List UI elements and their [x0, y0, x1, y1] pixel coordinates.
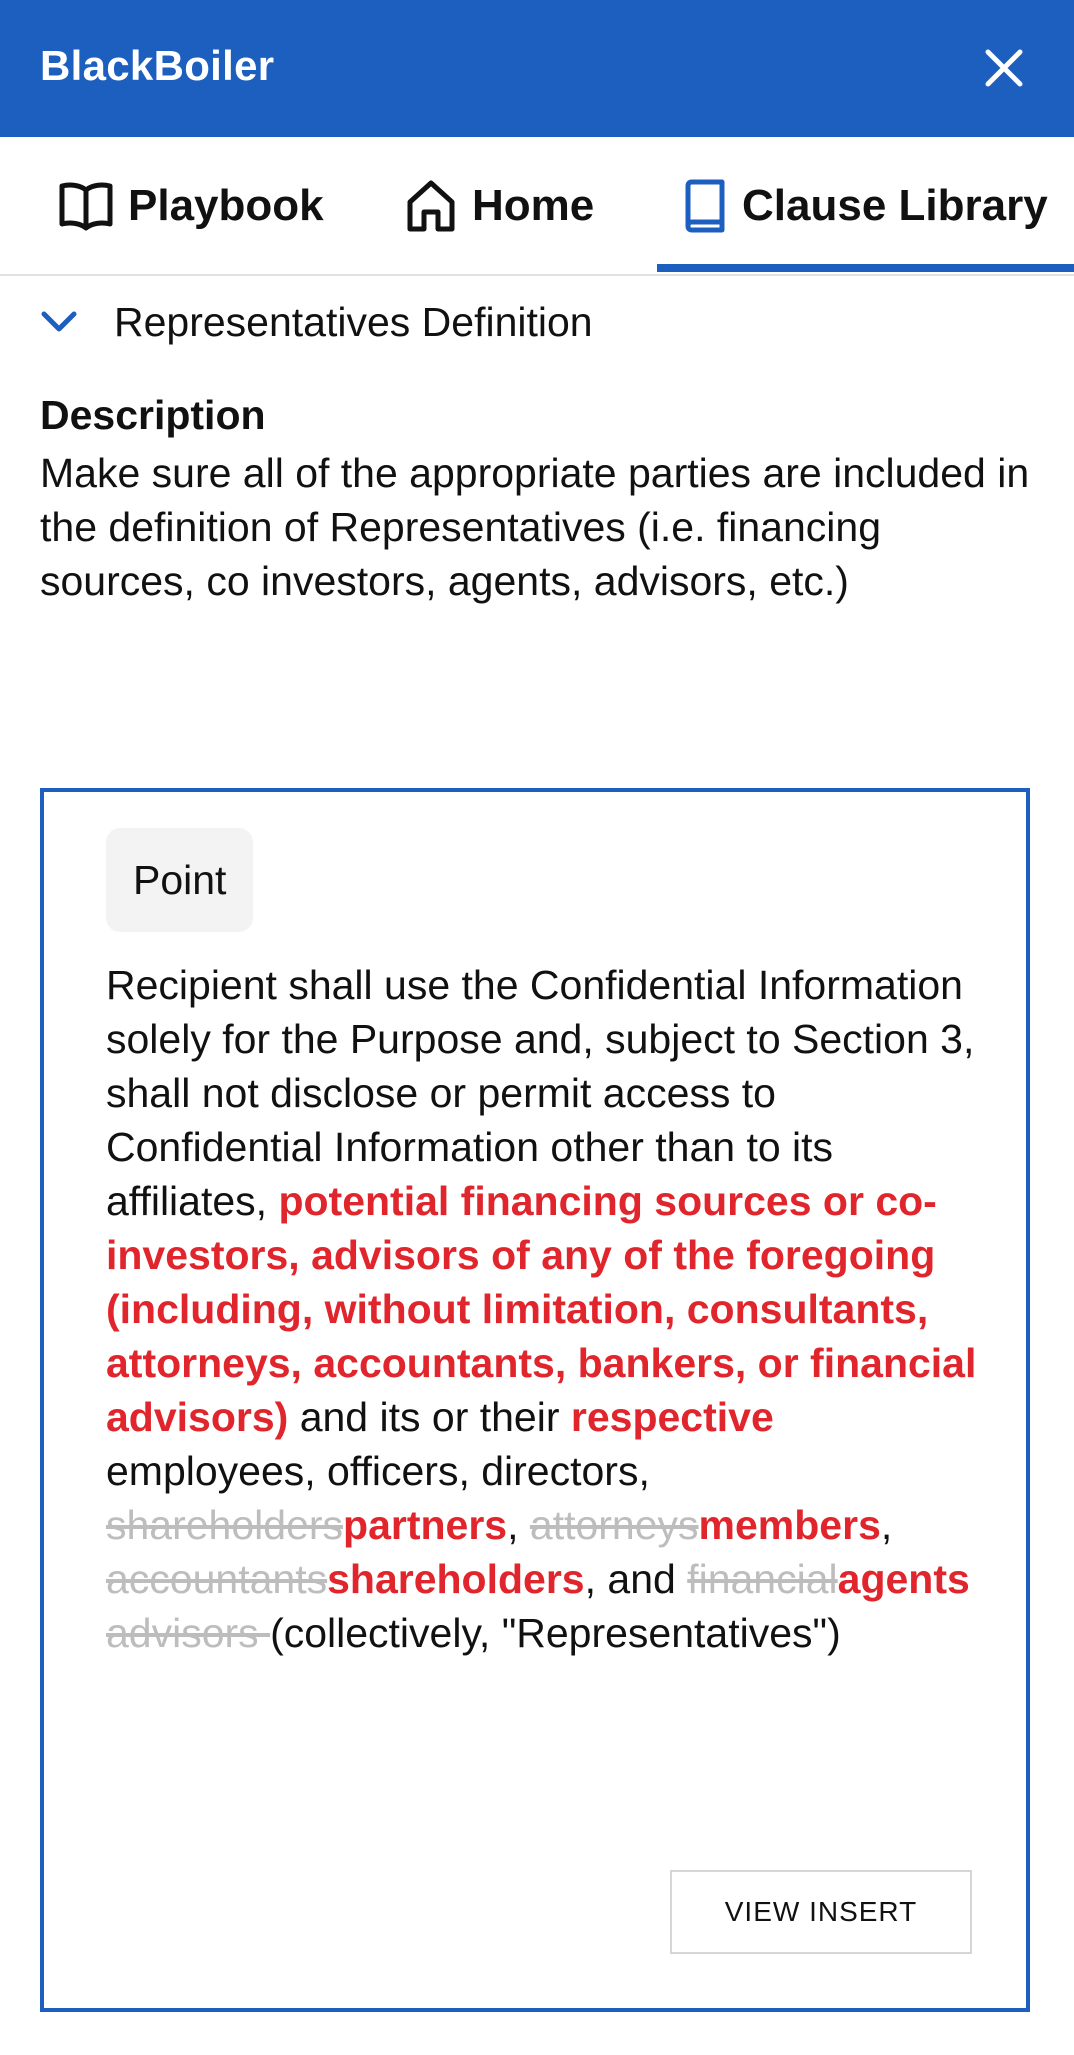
- clause-deletion: advisors: [106, 1610, 271, 1656]
- chevron-down-icon: [40, 310, 78, 334]
- tab-home[interactable]: [404, 137, 594, 274]
- view-insert-button[interactable]: VIEW INSERT: [670, 1870, 972, 1954]
- book-icon: [680, 178, 728, 234]
- app-title: BlackBoiler: [40, 42, 275, 89]
- tab-playbook-label: Playbook: [128, 180, 324, 230]
- open-book-icon: [58, 180, 114, 232]
- section-toggle[interactable]: [40, 296, 593, 348]
- clause-text-segment: and its or their: [288, 1394, 571, 1440]
- description-label: Description: [40, 392, 266, 438]
- close-icon: [984, 48, 1024, 88]
- clause-text-segment: ,: [507, 1502, 530, 1548]
- clause-text: [106, 958, 986, 1660]
- clause-deletion: attorneys: [529, 1502, 699, 1548]
- clause-card: [40, 788, 1030, 2012]
- description-text: Make sure all of the appropriate parties are included in the definition of Representatives (i.e. financing sources, co investors, agents, advisors, etc.): [40, 450, 1030, 604]
- active-tab-indicator: [657, 264, 1074, 272]
- clause-insertion: members: [698, 1502, 881, 1548]
- clause-insertion: shareholders: [327, 1556, 585, 1602]
- app-header: [0, 0, 1074, 137]
- tab-home-label: Home: [472, 180, 595, 230]
- home-icon: [404, 178, 458, 234]
- clause-insertion: partners: [343, 1502, 508, 1548]
- clause-text-segment: employees, officers, directors,: [106, 1448, 650, 1494]
- clause-text-segment: Recipient shall use the Confidential Information solely for the Purpose and, subject to Section 3, shall not disclose or permit access to Confidential Information other than to its affiliates,: [106, 962, 975, 1224]
- clause-text-segment: , and: [584, 1556, 688, 1602]
- tab-clause-library-label: Clause Library: [742, 180, 1048, 230]
- clause-deletion: financial: [687, 1556, 838, 1602]
- point-badge: Point: [106, 828, 253, 932]
- clause-insertion: potential financing sources or co-investors, advisors of any of the foregoing (including, without limitation, consultants, attorneys, accountants, bankers, or financial advisors): [106, 1178, 977, 1440]
- tab-bar: [0, 137, 1074, 276]
- clause-text-segment: (collectively, "Representatives"): [270, 1610, 841, 1656]
- clause-text-segment: ,: [880, 1502, 893, 1548]
- clause-insertion: agents: [837, 1556, 970, 1602]
- tab-playbook[interactable]: [58, 137, 324, 274]
- clause-deletion: shareholders: [106, 1502, 344, 1548]
- clause-insertion: respective: [570, 1394, 774, 1440]
- close-button[interactable]: [978, 46, 1030, 90]
- section-title: Representatives Definition: [114, 298, 593, 345]
- tab-clause-library[interactable]: [680, 137, 1048, 274]
- clause-deletion: accountants: [106, 1556, 328, 1602]
